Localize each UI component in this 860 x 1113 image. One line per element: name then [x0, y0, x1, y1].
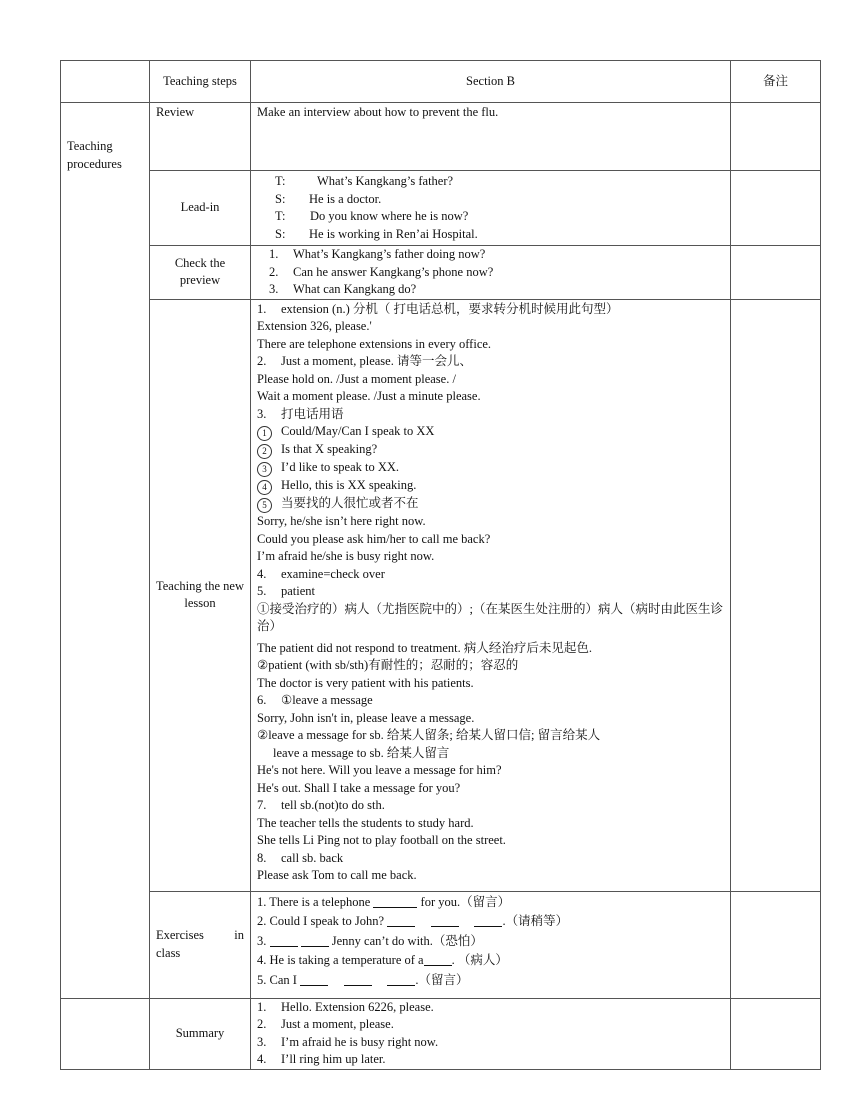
header-blank	[61, 61, 150, 103]
review-text: Make an interview about how to prevent the flu.	[251, 103, 731, 171]
answer-blank	[474, 914, 502, 927]
list-item: 3. I’m afraid he is busy right now.	[257, 1034, 439, 1049]
answer-blank	[344, 973, 372, 986]
answer-blank	[270, 934, 298, 947]
lesson-line: 3. 打电话用语	[257, 406, 344, 421]
summary-step: Summary	[150, 998, 251, 1069]
answer-blank	[387, 914, 415, 927]
exercises-step	[150, 891, 251, 998]
lesson-row	[61, 299, 821, 891]
leadin-content	[251, 171, 731, 246]
exercise-item: 1. There is a telephone for you.（留言）	[257, 894, 511, 909]
lesson-line: The patient did not respond to treatment. 病人经治疗后未见起色.	[257, 640, 593, 655]
exercise-item: 5. Can I .（留言）	[257, 972, 469, 987]
lesson-line: He's out. Shall I take a message for you?	[257, 780, 461, 795]
lesson-line: 8. call sb. back	[257, 850, 344, 865]
lesson-line: ②leave a message for sb. 给某人留条; 给某人留口信; 留言给某人	[257, 728, 601, 742]
list-item: 1. Hello. Extension 6226, please.	[257, 999, 434, 1014]
dialog-line: S: He is working in Ren’ai Hospital.	[275, 226, 478, 241]
header-section: Section B	[251, 61, 731, 103]
list-item: 1. What’s Kangkang’s father doing now?	[269, 247, 486, 261]
lesson-line: The teacher tells the students to study hard.	[257, 815, 474, 830]
list-item: 2. Just a moment, please.	[257, 1017, 394, 1031]
list-item: 3. What can Kangkang do?	[269, 282, 417, 296]
answer-blank	[301, 934, 329, 947]
answer-blank	[387, 973, 415, 986]
answer-blank	[373, 895, 417, 908]
lesson-line: 1 Could/May/Can I speak to XX	[257, 423, 724, 441]
lesson-line: Sorry, John isn't in, please leave a message.	[257, 710, 475, 725]
preview-notes	[731, 246, 821, 300]
answer-blank	[424, 953, 452, 966]
lesson-line: 1. extension (n.) 分机（ 打电话总机，要求转分机时候用此句型）	[257, 301, 619, 316]
exercises-label-2: class	[156, 945, 181, 960]
exercises-notes	[731, 891, 821, 998]
summary-blank	[61, 998, 150, 1069]
leadin-row	[61, 171, 821, 246]
header-notes: 备注	[731, 61, 821, 103]
exercise-item: 4. He is taking a temperature of a . （病人）	[257, 953, 508, 967]
header-row	[61, 61, 821, 103]
lesson-plan-table	[60, 60, 821, 1070]
circled-number-2: 2	[257, 444, 272, 459]
lesson-line: Sorry, he/she isn’t here right now.	[257, 514, 426, 528]
lesson-line: 3 I’d like to speak to XX.	[257, 459, 724, 477]
lesson-line: 5. patient	[257, 584, 316, 598]
lesson-line: leave a message to sb. 给某人留言	[273, 745, 450, 760]
lesson-line: Please ask Tom to call me back.	[257, 868, 417, 882]
lesson-line: 4 Hello, this is XX speaking.	[257, 477, 724, 495]
leadin-step: Lead-in	[150, 171, 251, 246]
lesson-line: Could you please ask him/her to call me back?	[257, 531, 491, 546]
lesson-step: Teaching the new lesson	[150, 299, 251, 891]
lesson-line: I’m afraid he/she is busy right now.	[257, 549, 435, 563]
exercise-item: 2. Could I speak to John? .（请稍等）	[257, 914, 569, 928]
summary-content	[251, 998, 731, 1069]
preview-row	[61, 246, 821, 300]
lesson-line: Please hold on. /Just a moment please. /	[257, 371, 456, 386]
lesson-line: 7. tell sb.(not)to do sth.	[257, 798, 385, 812]
lesson-line: 2. Just a moment, please. 请等一会儿、	[257, 354, 472, 368]
lesson-line: He's not here. Will you leave a message for him?	[257, 763, 502, 777]
lesson-line: 6. ①leave a message	[257, 693, 373, 707]
dialog-line: S: He is a doctor.	[275, 191, 382, 206]
list-item: 4. I’ll ring him up later.	[257, 1052, 386, 1066]
preview-step: Check the preview	[150, 246, 251, 300]
header-steps: Teaching steps	[150, 61, 251, 103]
preview-content	[251, 246, 731, 300]
leadin-notes	[731, 171, 821, 246]
procedures-text: Teaching procedures	[67, 139, 122, 171]
list-item: 2. Can he answer Kangkang’s phone now?	[269, 264, 494, 279]
lesson-notes	[731, 299, 821, 891]
procedures-label	[61, 103, 150, 999]
lesson-line: There are telephone extensions in every office.	[257, 336, 492, 351]
circled-number-5: 5	[257, 498, 272, 513]
review-notes	[731, 103, 821, 171]
lesson-line: The doctor is very patient with his patients.	[257, 675, 474, 690]
exercises-content	[251, 891, 731, 998]
lesson-line: Extension 326, please.'	[257, 319, 372, 333]
lesson-line: Wait a moment please. /Just a minute please.	[257, 389, 481, 403]
summary-notes	[731, 998, 821, 1069]
answer-blank	[300, 973, 328, 986]
lesson-line: She tells Li Ping not to play football on the street.	[257, 833, 506, 847]
review-row	[61, 103, 821, 171]
circled-number-3: 3	[257, 462, 272, 477]
dialog-line: T: Do you know where he is now?	[275, 209, 469, 223]
exercise-item: 3. Jenny can’t do with.（恐怕）	[257, 933, 483, 948]
summary-row	[61, 998, 821, 1069]
review-step: Review	[150, 103, 251, 171]
exercises-row	[61, 891, 821, 998]
lesson-line: ①接受治疗的）病人（尤指医院中的）;（在某医生处注册的）病人（病时由此医生诊治）	[257, 601, 723, 633]
answer-blank	[431, 914, 459, 927]
lesson-content	[251, 299, 731, 891]
lesson-line: 2 Is that X speaking?	[257, 441, 724, 459]
dialog-line: T: What’s Kangkang’s father?	[275, 174, 454, 188]
lesson-line: 5 当要找的人很忙或者不在	[257, 495, 724, 513]
exercises-label: Exercises in	[156, 928, 244, 942]
circled-number-4: 4	[257, 480, 272, 495]
lesson-line: 4. examine=check over	[257, 566, 385, 581]
lesson-line: ②patient (with sb/sth)有耐性的；忍耐的；容忍的	[257, 658, 519, 672]
circled-number-1: 1	[257, 426, 272, 441]
